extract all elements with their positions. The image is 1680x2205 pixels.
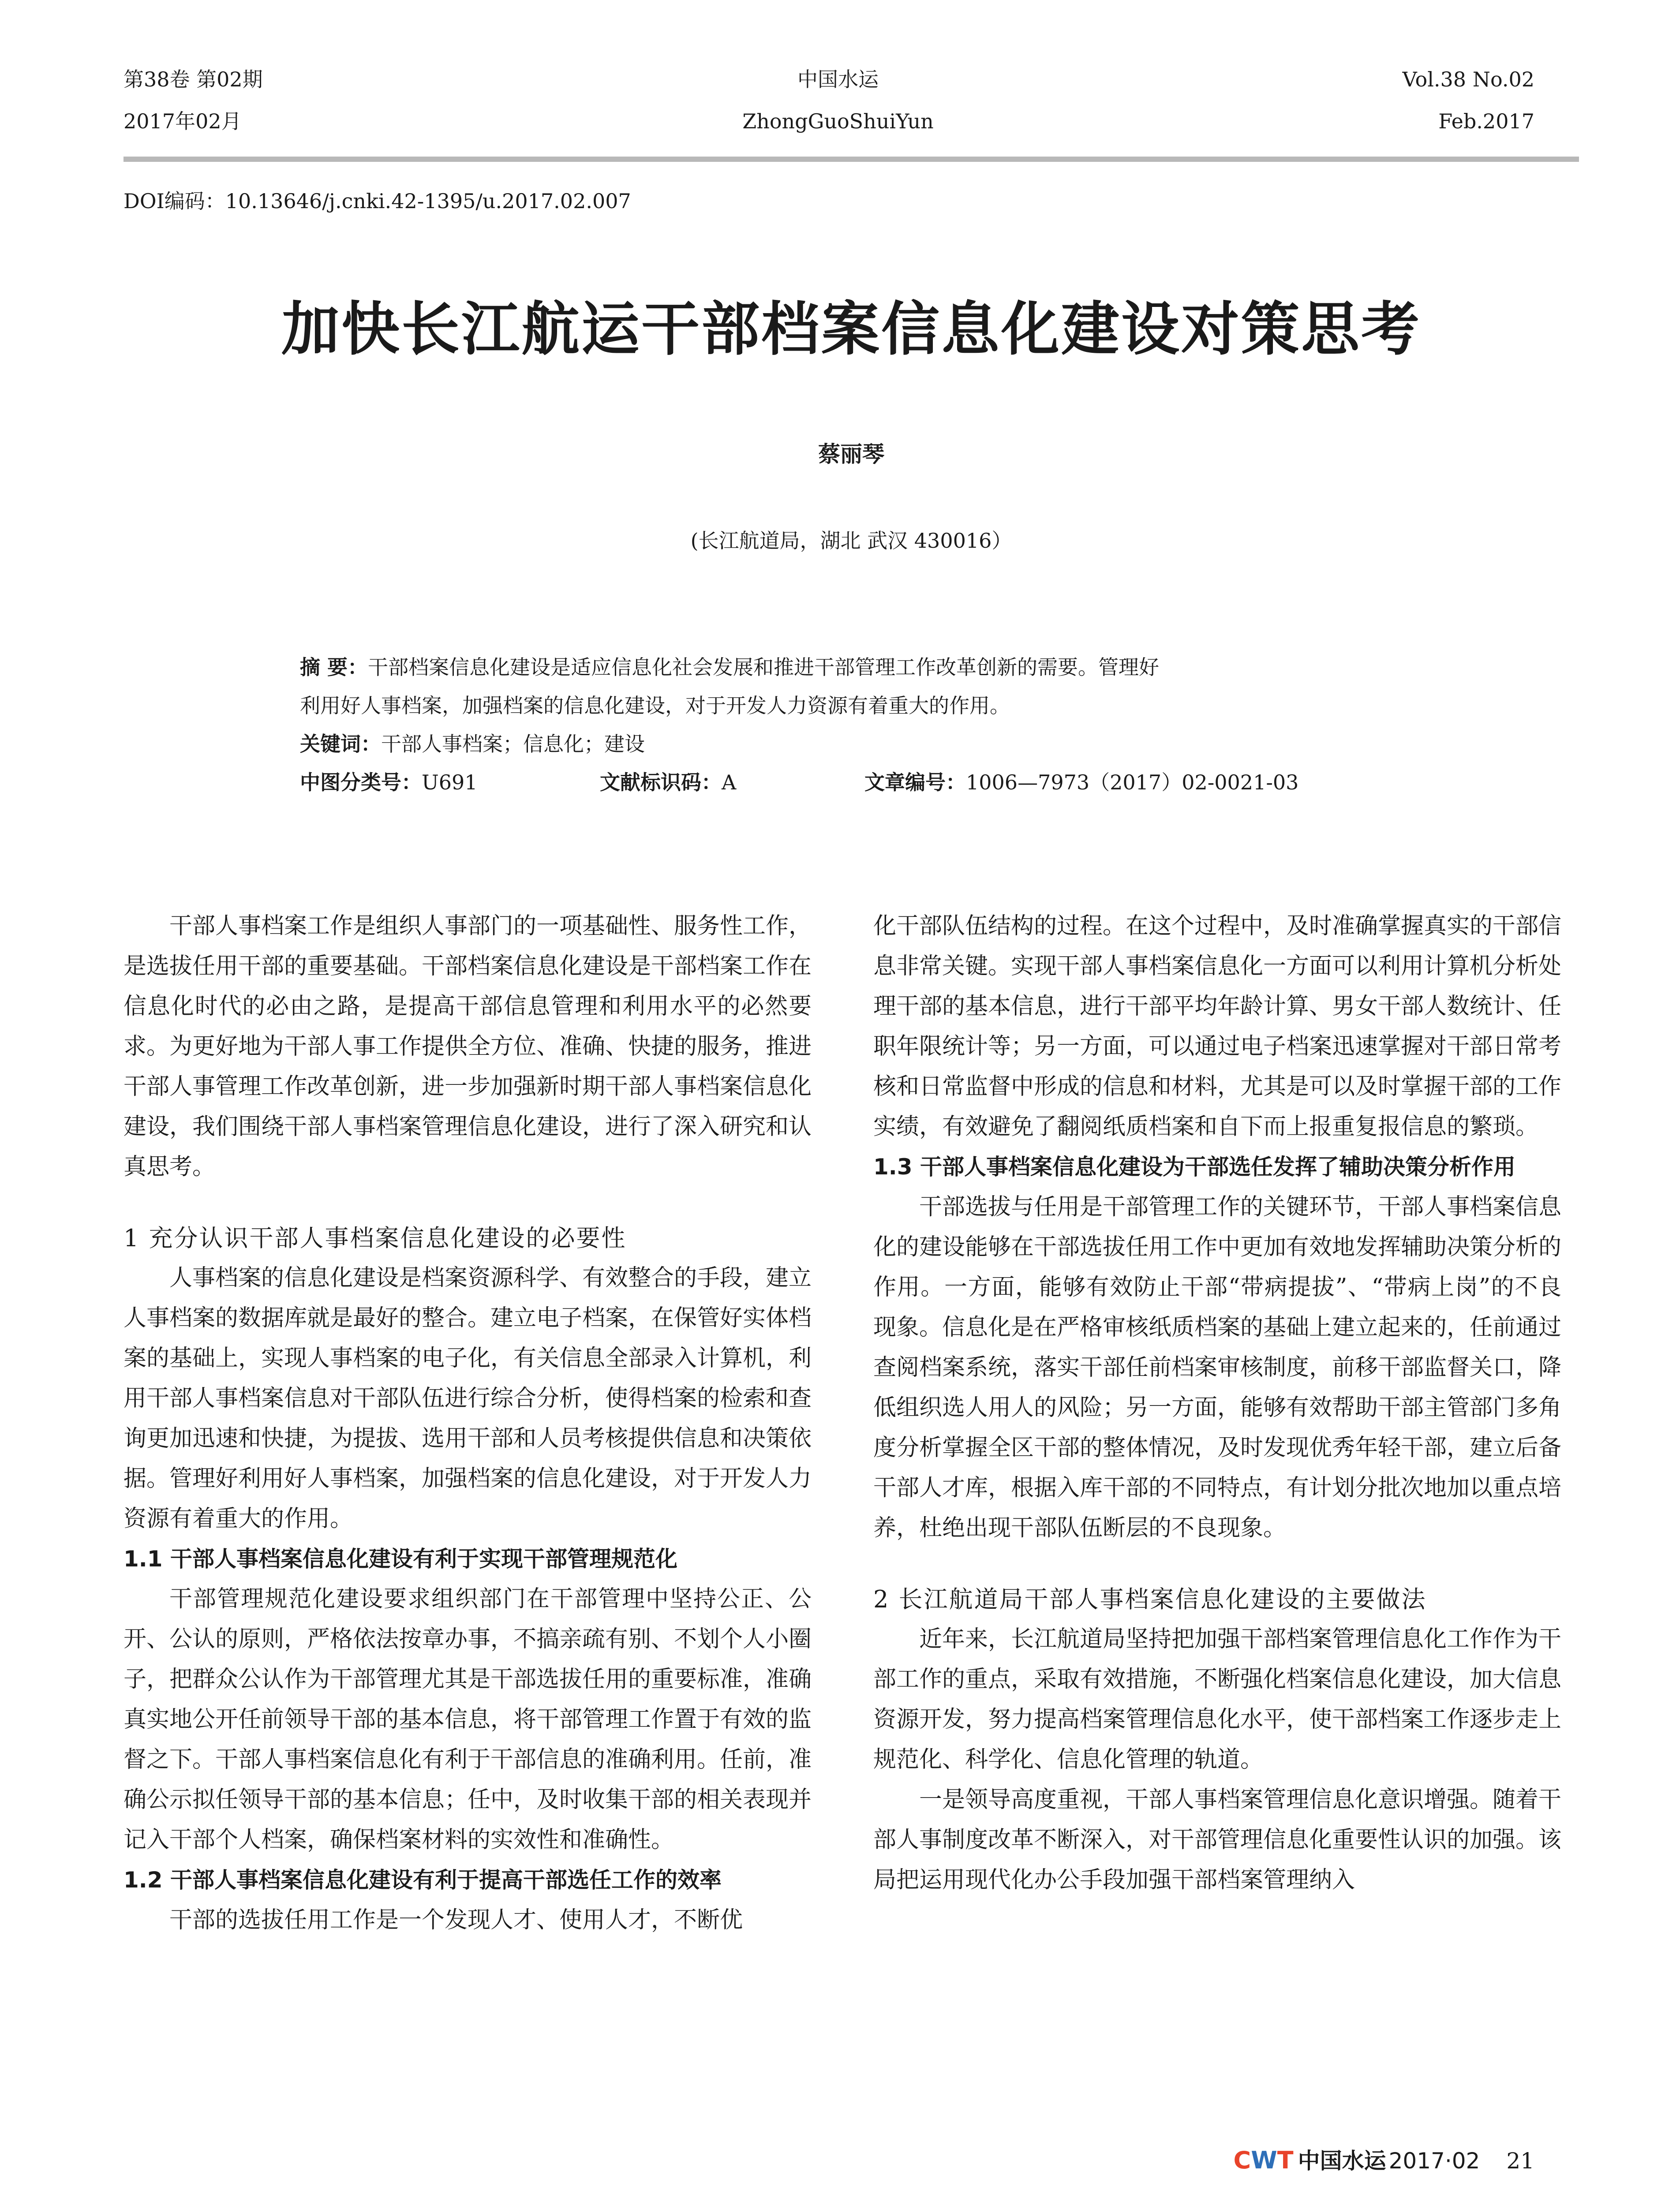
body-column-left bbox=[123, 906, 812, 1940]
footer-journal-name: 中国水运 bbox=[1298, 2148, 1386, 2174]
article-no-label: 文章编号： bbox=[864, 770, 966, 794]
journal-pinyin: ZhongGuoShuiYun bbox=[742, 109, 934, 133]
article-title: 加快长江航运干部档案信息化建设对策思考 bbox=[281, 295, 1421, 363]
intro-paragraph: 干部人事档案工作是组织人事部门的一项基础性、服务性工作，是选拔任用干部的重要基础。干部档案信息化建设是干部档案工作在信息化时代的必由之路，是提高干部信息管理和利用水平的必然要求。为更好地为干部人事工作提供全方位、准确、快捷的服务，推进干部人事管理工作改革创新，进一步加强新时期干部人事档案信息化建设，我们围绕干部人事档案管理信息化建设，进行了深入研究和认真思考。 bbox=[123, 913, 812, 1180]
issue-date-en: Feb.2017 bbox=[1438, 109, 1534, 133]
author: 蔡丽琴 bbox=[818, 441, 884, 467]
running-header-center bbox=[662, 66, 1014, 150]
abstract-block bbox=[300, 648, 1403, 802]
section-2-heading: 2 长江航道局干部人事档案信息化建设的主要做法 bbox=[873, 1585, 1427, 1613]
doi: DOI编码：10.13646/j.cnki.42-1395/u.2017.02.007 bbox=[123, 189, 631, 213]
header-rule bbox=[123, 157, 1579, 162]
section-1-1-paragraph: 干部管理规范化建设要求组织部门在干部管理中坚持公正、公开、公认的原则，严格依法按章办事，不搞亲疏有别、不划个人小圈子，把群众公认作为干部管理尤其是干部选拔任用的重要标准，准确真实地公开任前领导干部的基本信息，将干部管理工作置于有效的监督之下。干部人事档案信息化有利于干部信息的准确利用。任前，准确公示拟任领导干部的基本信息；任中，及时收集干部的相关表现并记入干部个人档案，确保档案材料的实效性和准确性。 bbox=[123, 1586, 812, 1853]
page-number: 21 bbox=[1506, 2148, 1534, 2174]
affiliation: (长江航道局，湖北 武汉 430016） bbox=[690, 529, 1012, 553]
abstract-label: 摘 要： bbox=[300, 655, 368, 679]
keywords-line bbox=[300, 725, 1403, 763]
volume-issue: 第38卷 第02期 bbox=[123, 67, 263, 91]
section-2-paragraph-a: 近年来，长江航道局坚持把加强干部档案管理信息化工作作为干部工作的重点，采取有效措施，不断强化档案信息化建设，加大信息资源开发，努力提高档案管理信息化水平，使干部档案工作逐步走上规范化、科学化、信息化管理的轨道。 bbox=[873, 1626, 1562, 1773]
article-no-field bbox=[864, 763, 1298, 802]
abstract-text-1: 干部档案信息化建设是适应信息化社会发展和推进干部管理工作改革创新的需要。管理好 bbox=[368, 655, 1160, 679]
doc-code-value: A bbox=[722, 770, 737, 794]
running-header-right bbox=[1403, 66, 1534, 150]
classification-line bbox=[300, 763, 1403, 802]
section-1-2-paragraph-continued: 化干部队伍结构的过程。在这个过程中，及时准确掌握真实的干部信息非常关键。实现干部人事档案信息化一方面可以利用计算机分析处理干部的基本信息，进行干部平均年龄计算、男女干部人数统计、任职年限统计等；另一方面，可以通过电子档案迅速掌握对干部日常考核和日常监督中形成的信息和材料，尤其是可以及时掌握干部的工作实绩，有效避免了翻阅纸质档案和自下而上报重复报信息的繁琐。 bbox=[873, 913, 1562, 1140]
article-no-value: 1006—7973（2017）02-0021-03 bbox=[966, 770, 1299, 794]
clc-field bbox=[300, 763, 600, 802]
page-footer bbox=[1234, 2143, 1534, 2175]
abstract-line-1 bbox=[300, 648, 1403, 687]
section-1-paragraph: 人事档案的信息化建设是档案资源科学、有效整合的手段，建立人事档案的数据库就是最好的整合。建立电子档案，在保管好实体档案的基础上，实现人事档案的电子化，有关信息全部录入计算机，利用干部人事档案信息对干部队伍进行综合分析，使得档案的检索和查询更加迅速和快捷，为提拔、选用干部和人员考核提供信息和决策依据。管理好利用好人事档案，加强档案的信息化建设，对于开发人力资源有着重大的作用。 bbox=[123, 1265, 812, 1532]
running-header-left bbox=[123, 66, 263, 150]
footer-issue: 2017·02 bbox=[1388, 2148, 1480, 2174]
cwt-logo: CWT bbox=[1233, 2146, 1294, 2174]
abstract-line-2: 利用好人事档案，加强档案的信息化建设，对于开发人力资源有着重大的作用。 bbox=[300, 694, 1010, 718]
volume-issue-en: Vol.38 No.02 bbox=[1402, 67, 1534, 91]
journal-name: 中国水运 bbox=[797, 67, 879, 91]
doc-code-field bbox=[600, 763, 864, 802]
section-2-paragraph-b: 一是领导高度重视，干部人事档案管理信息化意识增强。随着干部人事制度改革不断深入，对干部管理信息化重要性认识的加强。该局把运用现代化办公手段加强干部档案管理纳入 bbox=[873, 1786, 1562, 1893]
section-1-2-paragraph: 干部的选拔任用工作是一个发现人才、使用人才，不断优 bbox=[169, 1907, 743, 1933]
clc-value: U691 bbox=[422, 770, 478, 794]
section-1-2-heading: 1.2 干部人事档案信息化建设有利于提高干部选任工作的效率 bbox=[123, 1867, 722, 1893]
section-1-3-paragraph: 干部选拔与任用是干部管理工作的关键环节，干部人事档案信息化的建设能够在干部选拔任用工作中更加有效地发挥辅助决策分析的作用。一方面，能够有效防止干部“带病提拔”、“带病上岗”的不良现象。信息化是在严格审核纸质档案的基础上建立起来的，任前通过查阅档案系统，落实干部任前档案审核制度，前移干部监督关口，降低组织选人用人的风险；另一方面，能够有效帮助干部主管部门多角度分析掌握全区干部的整体情况，及时发现优秀年轻干部，建立后备干部人才库，根据入库干部的不同特点，有计划分批次地加以重点培养，杜绝出现干部队伍断层的不良现象。 bbox=[873, 1194, 1562, 1541]
clc-label: 中图分类号： bbox=[300, 770, 422, 794]
section-1-3-heading: 1.3 干部人事档案信息化建设为干部选任发挥了辅助决策分析作用 bbox=[873, 1154, 1515, 1180]
body-column-right bbox=[873, 906, 1561, 1900]
keywords-label: 关键词： bbox=[300, 732, 381, 756]
keywords: 干部人事档案；信息化；建设 bbox=[381, 732, 645, 756]
section-1-1-heading: 1.1 干部人事档案信息化建设有利于实现干部管理规范化 bbox=[123, 1546, 677, 1572]
doc-code-label: 文献标识码： bbox=[600, 770, 722, 794]
issue-date: 2017年02月 bbox=[123, 109, 242, 133]
section-1-heading: 1 充分认识干部人事档案信息化建设的必要性 bbox=[123, 1224, 627, 1252]
